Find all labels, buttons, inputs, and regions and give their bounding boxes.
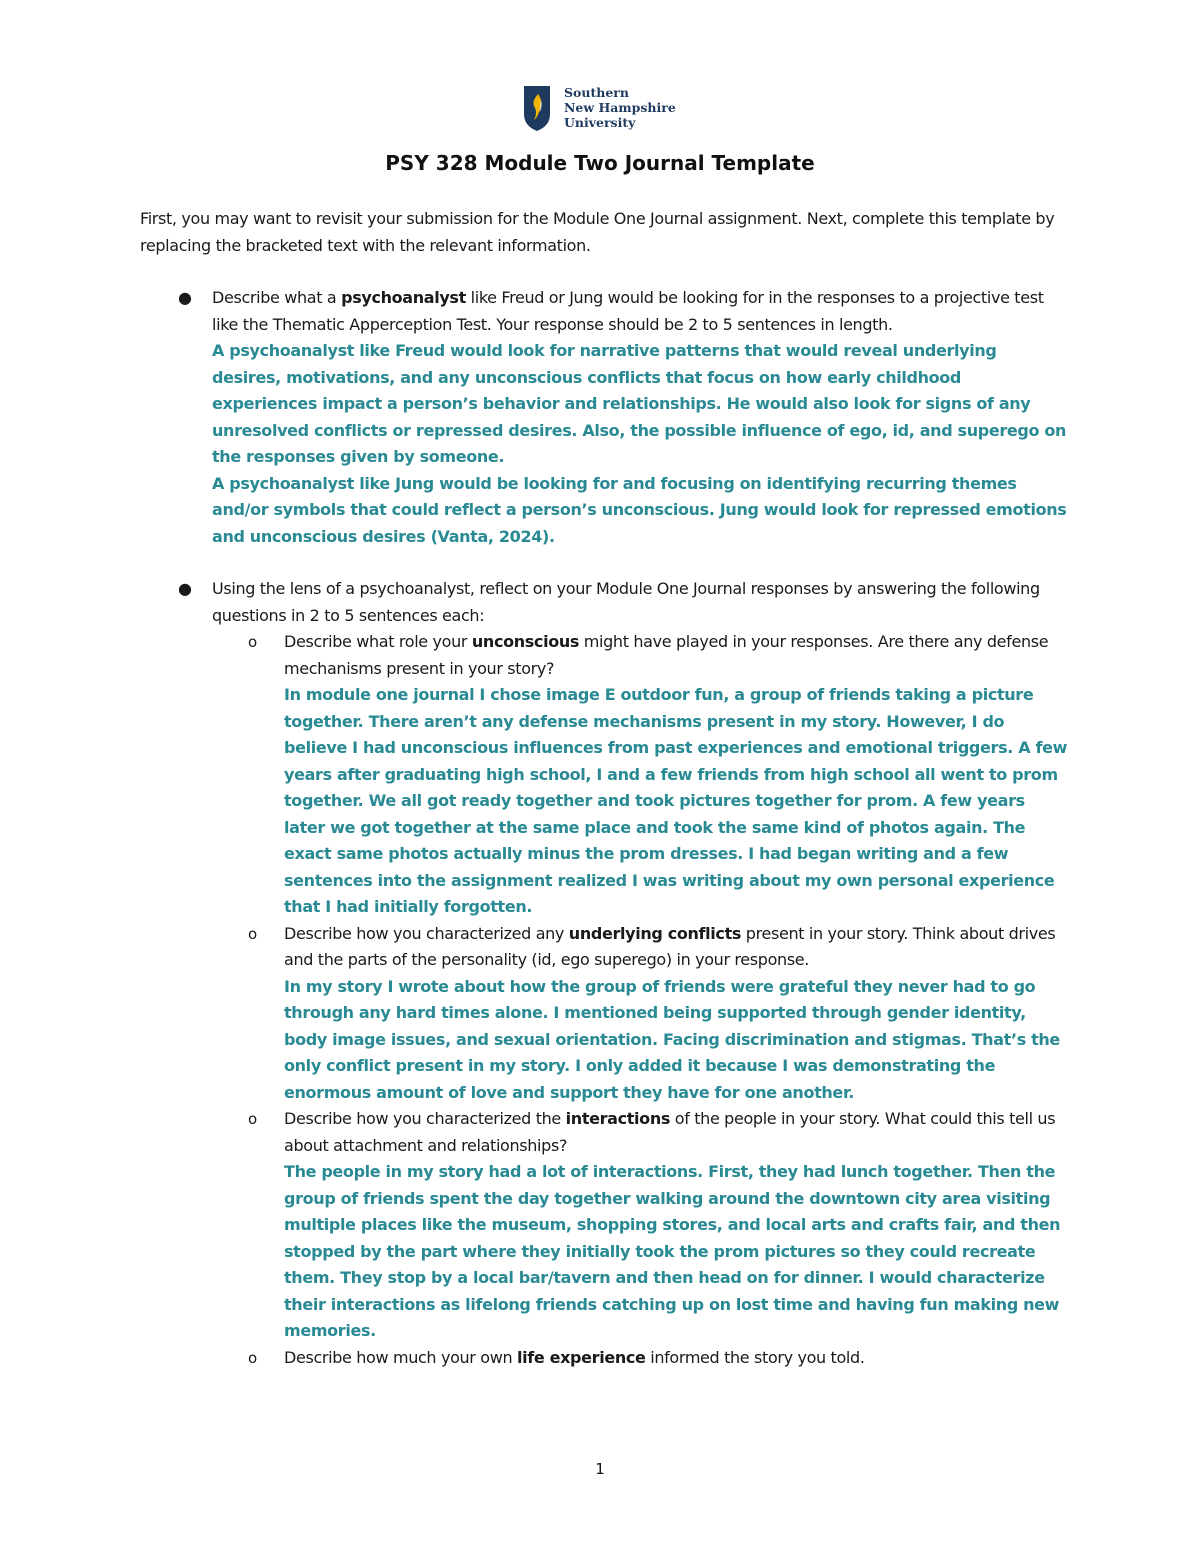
logo-wordmark	[564, 85, 676, 130]
logo-line-1: Southern	[564, 85, 629, 100]
logo-line-3: University	[564, 115, 636, 130]
prompt-text: Describe what role your	[284, 632, 472, 651]
circle-bullet-icon: o	[248, 633, 257, 651]
logo-line-2: New Hampshire	[564, 100, 676, 115]
bullet-dot-icon: ●	[178, 288, 192, 307]
prompt-text: Describe how much your own	[284, 1347, 517, 1367]
response-unconscious: In module one journal I chose image E outdoor fun, a group of friends taking a picture together. There aren’t any defense mechanisms present in my story. However, I do believe I had unconscious influences from past experiences and emotional triggers. A few years after graduating high school, I and a few friends from high school all went to prom together. We all got ready together and took pictures together for prom. A few years later we got together at the same place and took the same kind of photos again. The exact same photos actually minus the prom dresses. I had began writing and a few sentences into the assignment realized I was writing about my own personal experience that I had initially forgotten.	[284, 685, 1067, 916]
snhu-logo	[522, 84, 676, 132]
shield-flame-icon	[522, 84, 552, 132]
bullet-dot-icon: ●	[178, 579, 192, 598]
prompt-text: of the people in your story. What could this tell us about attachment and relationships?	[284, 1109, 1056, 1155]
sub-item-unconscious	[212, 629, 1070, 921]
prompt-keyword: interactions	[565, 1109, 671, 1128]
document-body	[140, 206, 1070, 1371]
circle-bullet-icon: o	[248, 924, 257, 943]
sub-item-conflicts	[212, 921, 1070, 1107]
prompt-keyword: psychoanalyst	[341, 288, 466, 307]
response-freud: A psychoanalyst like Freud would look for narrative patterns that would reveal underlying desires, motivations, and any unconscious conflicts that focus on how early childhood experiences impact a person’s behavior and relationships. He would also look for signs of any unresolved conflicts or repressed desires. Also, the possible influence of ego, id, and superego on the responses given by someone.	[212, 341, 1067, 466]
prompt-text: like Freud or Jung would be looking for in the responses to a projective test like the Thematic Apperception Test. Your response should be 2 to 5 sentences in length.	[212, 288, 1044, 334]
prompt-text: informed the story you told.	[645, 1347, 865, 1367]
prompt-text: might have played in your responses. Are there any defense mechanisms present in your story?	[284, 632, 1049, 678]
sub-list	[212, 629, 1070, 1371]
sub-prompt	[284, 1106, 1070, 1159]
prompt-text: Describe what a	[212, 288, 342, 307]
intro-paragraph: First, you may want to revisit your submission for the Module One Journal assignment. Next, complete this template by replacing the bracketed text with the relevant information.	[140, 209, 1055, 255]
sub-prompt	[284, 629, 1070, 682]
bullet-list	[140, 285, 1070, 1371]
bullet-prompt: Using the lens of a psychoanalyst, reflect on your Module One Journal responses by answering the following questions in 2 to 5 sentences each:	[212, 579, 1040, 625]
response-jung: A psychoanalyst like Jung would be looking for and focusing on identifying recurring themes and/or symbols that could reflect a person’s unconscious. Jung would look for repressed emotions and unconscious desires (Vanta, 2024).	[212, 473, 1067, 546]
circle-bullet-icon: o	[248, 1348, 257, 1367]
response-interactions: The people in my story had a lot of interactions. First, they had lunch together. Then the group of friends spent the day together walking around the downtown city area visiting multiple places like the museum, shopping stores, and local arts and crafts fair, and then stopped by the part where they initially took the prom pictures so they could recreate them. They stop by a local bar/tavern and then head on for dinner. I would characterize their interactions as lifelong friends catching up on lost time and having fun making new memories.	[284, 1162, 1061, 1340]
page-number: 1	[595, 1460, 605, 1478]
prompt-text: Describe how you characterized the	[284, 1109, 566, 1128]
bullet-item-reflection	[140, 576, 1070, 1371]
sub-item-life-experience	[212, 1345, 1070, 1372]
prompt-keyword: unconscious	[471, 632, 580, 651]
response-conflicts: In my story I wrote about how the group of friends were grateful they never had to go through any hard times alone. I mentioned being supported through gender identity, body image issues, and sexual orientation. Facing discrimination and stigmas. That’s the only conflict present in my story. I only added it because I was demonstrating the enormous amount of love and support they have for one another.	[284, 976, 1060, 1102]
sub-prompt	[284, 921, 1070, 974]
document-title: PSY 328 Module Two Journal Template	[385, 151, 815, 175]
bullet-item-psychoanalyst	[140, 285, 1070, 550]
sub-item-interactions	[212, 1106, 1070, 1345]
bullet-prompt	[212, 285, 1070, 338]
prompt-keyword: underlying conflicts	[568, 923, 742, 943]
prompt-text: Describe how you characterized any	[284, 923, 569, 943]
prompt-text: present in your story. Think about drives and the parts of the personality (id, ego superego) in your response.	[284, 923, 1056, 969]
sub-prompt	[284, 1345, 1070, 1372]
prompt-keyword: life experience	[516, 1347, 646, 1367]
circle-bullet-icon: o	[248, 1110, 257, 1128]
